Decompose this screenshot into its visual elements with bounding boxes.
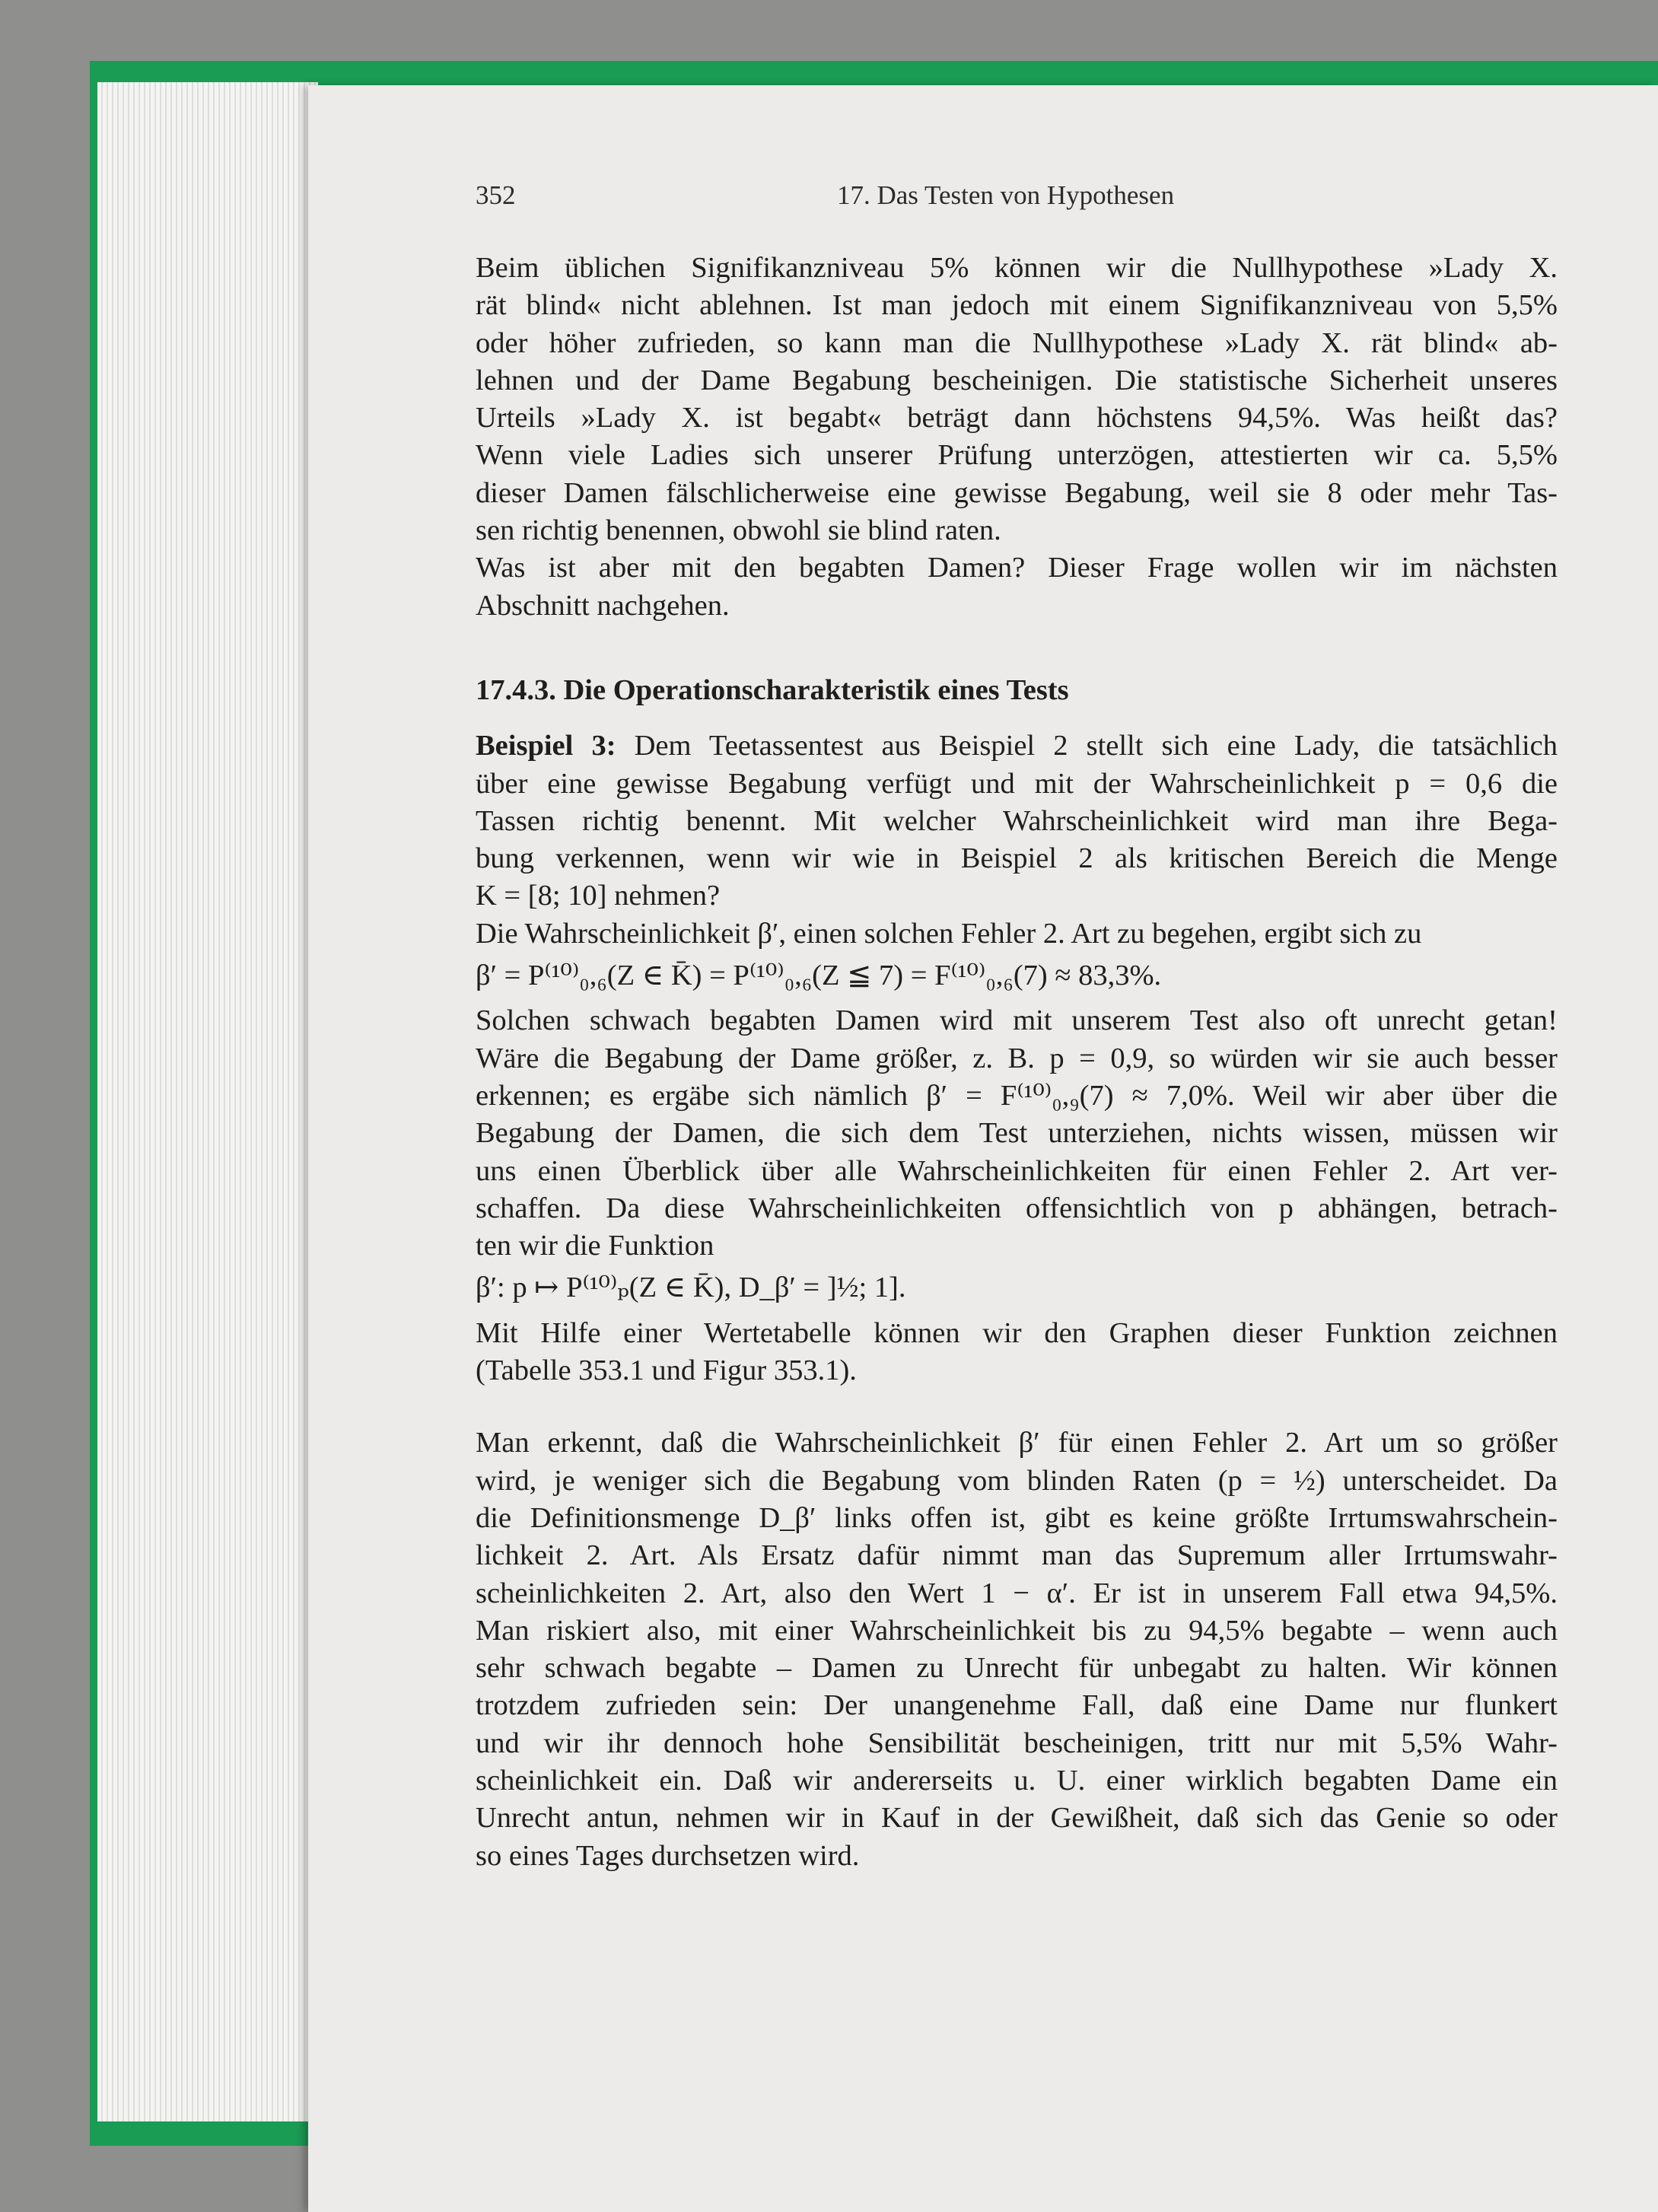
text-line: die Definitionsmenge D_β′ links offen ist, gibt es keine größte Irrtumswahrschein- <box>476 1501 1558 1534</box>
text-line: Man erkennt, daß die Wahrscheinlichkeit β′ für einen Fehler 2. Art um so größer <box>476 1427 1558 1459</box>
text-line: Mit Hilfe einer Wertetabelle können wir den Graphen dieser Funktion zeichnen <box>476 1316 1558 1349</box>
text-line: lichkeit 2. Art. Als Ersatz dafür nimmt man das Supremum aller Irrtumswahr- <box>476 1539 1558 1572</box>
text-line: Wenn viele Ladies sich unserer Prüfung unterzögen, attestierten wir ca. 5,5% <box>476 439 1558 472</box>
text-line: Solchen schwach begabten Damen wird mit unserem Test also oft unrecht getan! <box>476 1004 1558 1037</box>
text-line: und wir ihr dennoch hohe Sensibilität bescheinigen, tritt nur mit 5,5% Wahr- <box>476 1727 1558 1759</box>
paragraph-6 <box>476 1424 1558 1875</box>
section-heading: 17.4.3. Die Operationscharakteristik eines Tests <box>476 673 1069 706</box>
text-line: scheinlichkeit ein. Daß wir andererseits u. U. einer wirklich begabten Dame ein <box>476 1764 1558 1797</box>
text-line: ten wir die Funktion <box>476 1230 714 1262</box>
page-number: 352 <box>476 180 516 210</box>
paragraph-2 <box>476 549 1558 625</box>
text-line: rät blind« nicht ablehnen. Ist man jedoch mit einem Signifikanzniveau von 5,5% <box>476 289 1558 322</box>
text-line: Unrecht antun, nehmen wir in Kauf in der Gewißheit, daß sich das Genie so oder <box>476 1802 1558 1835</box>
formula-beta-prime: β′ = P⁽¹⁰⁾₀,₆(Z ∈ K̄) = P⁽¹⁰⁾₀,₆(Z ≦ 7) = F⁽¹⁰⁾₀,₆(7) ≈ 83,3%. <box>476 960 1162 992</box>
paragraph-5 <box>476 1315 1558 1390</box>
text-line: uns einen Überblick über alle Wahrscheinlichkeiten für einen Fehler 2. Art ver- <box>476 1154 1558 1187</box>
text-line: scheinlichkeiten 2. Art, also den Wert 1 − α′. Er ist in unserem Fall etwa 94,5%. <box>476 1577 1558 1609</box>
example-first-line: Dem Teetassentest aus Beispiel 2 stellt sich eine Lady, die tatsächlich <box>616 730 1558 762</box>
text-line: K = [8; 10] nehmen? <box>476 880 721 912</box>
paragraph-3: Die Wahrscheinlichkeit β′, einen solchen Fehler 2. Art zu begehen, ergibt sich zu <box>476 917 1422 950</box>
text-line: oder höher zufrieden, so kann man die Nullhypothese »Lady X. rät blind« ab- <box>476 326 1558 359</box>
text-line: schaffen. Da diese Wahrscheinlichkeiten offensichtlich von p abhängen, betrach- <box>476 1192 1558 1224</box>
example-3 <box>476 727 1558 915</box>
text-line: Begabung der Damen, die sich dem Test unterziehen, nichts wissen, müssen wir <box>476 1117 1558 1150</box>
text-line: Was ist aber mit den begabten Damen? Dieser Frage wollen wir im nächsten <box>476 552 1558 584</box>
text-line: Man riskiert also, mit einer Wahrscheinlichkeit bis zu 94,5% begabte – wenn auch <box>476 1614 1558 1647</box>
text-line: über eine gewisse Begabung verfügt und mit der Wahrscheinlichkeit p = 0,6 die <box>476 767 1558 800</box>
text-line: dieser Damen fälschlicherweise eine gewisse Begabung, weil sie 8 oder mehr Tas- <box>476 476 1558 509</box>
paragraph-4 <box>476 1002 1558 1265</box>
text-line: Wäre die Begabung der Dame größer, z. B. p = 0,9, so würden wir sie auch besser <box>476 1042 1558 1074</box>
text-line: trotzdem zufrieden sein: Der unangenehme Fall, daß eine Dame nur flunkert <box>476 1689 1558 1722</box>
page-edges <box>97 82 318 2121</box>
paragraph-1 <box>476 250 1558 549</box>
text-line: so eines Tages durchsetzen wird. <box>476 1839 860 1872</box>
body-text <box>476 250 1558 1875</box>
text-line: sen richtig benennen, obwohl sie blind raten. <box>476 514 1001 547</box>
text-line: Abschnitt nachgehen. <box>476 589 730 622</box>
text-line: (Tabelle 353.1 und Figur 353.1). <box>476 1354 857 1387</box>
running-title: 17. Das Testen von Hypothesen <box>837 180 1175 210</box>
text-line: sehr schwach begabte – Damen zu Unrecht für unbegabt zu halten. Wir können <box>476 1652 1558 1685</box>
formula-function: β′: p ↦ P⁽¹⁰⁾ₚ(Z ∈ K̄), D_β′ = ]½; 1]. <box>476 1272 906 1304</box>
text-line: Tassen richtig benennt. Mit welcher Wahrscheinlichkeit wird man ihre Bega- <box>476 804 1558 837</box>
example-label: Beispiel 3: <box>476 730 616 762</box>
running-head <box>476 180 1556 218</box>
text-line: Beim üblichen Signifikanzniveau 5% können wir die Nullhypothese »Lady X. <box>476 252 1558 284</box>
text-line: erkennen; es ergäbe sich nämlich β′ = F⁽¹⁰⁾₀,₉(7) ≈ 7,0%. Weil wir aber über die <box>476 1079 1558 1112</box>
text-line <box>476 727 1558 765</box>
text-line: lehnen und der Dame Begabung bescheinigen. Die statistische Sicherheit unseres <box>476 364 1558 396</box>
text-line: wird, je weniger sich die Begabung vom blinden Raten (p = ½) unterscheidet. Da <box>476 1464 1558 1497</box>
text-line: Urteils »Lady X. ist begabt« beträgt dann höchstens 94,5%. Was heißt das? <box>476 402 1558 434</box>
text-line: bung verkennen, wenn wir wie in Beispiel 2 als kritischen Bereich die Menge <box>476 842 1558 875</box>
